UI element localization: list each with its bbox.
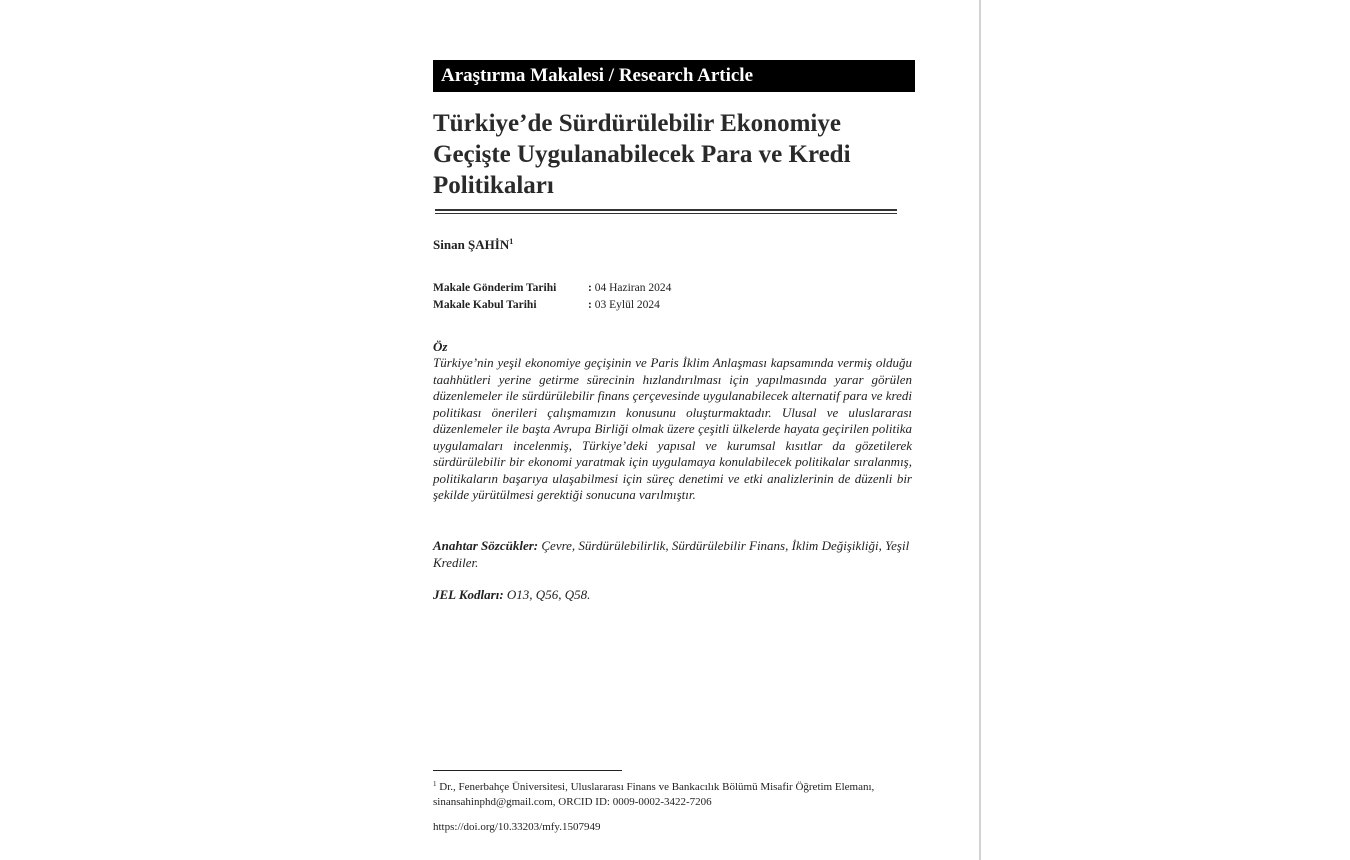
acceptance-date-row [433, 297, 671, 314]
article-type-banner: Araştırma Makalesi / Research Article [433, 60, 915, 92]
keywords-text: Çevre, Sürdürülebilirlik, Sürdürülebilir Finans, İklim Değişikliği, Yeşil Krediler. [433, 538, 910, 570]
jel-label: JEL Kodları: [433, 587, 504, 602]
abstract-body: Türkiye’nin yeşil ekonomiye geçişinin ve Paris İklim Anlaşması kapsamında vermiş olduğu taahhütleri yerine getirme sürecinin hızlandırılması için yapılmasında yarar görülen düzenlemeler ile sürdürülebilir finans çerçevesinde uygulanabilecek alternatif para ve kredi politikası önerileri çalışmamızın konusunu oluşturmaktadır. Ulusal ve uluslararası düzenlemeler ile başta Avrupa Birliği olmak üzere çeşitli ülkelerde hayata geçirilen politika uygulamaları incelenmiş, Türkiye’deki yapısal ve kurumsal kısıtlar da gözetilerek sürdürülebilir bir ekonomi yaratmak için uygulamaya konulabilecek politikalar sıralanmış, politikaların başarıya ulaşabilmesi için süreç denetimi ve etki analizlerinin de düzenli bir şekilde yürütülmesi gerektiği sonucuna varılmıştır. [433, 355, 912, 502]
keywords-label: Anahtar Sözcükler: [433, 538, 539, 553]
abstract-heading: Öz [433, 339, 448, 354]
author-name: Sinan ŞAHİN [433, 237, 510, 252]
submission-date-value: 04 Haziran 2024 [594, 282, 672, 294]
footnote [433, 777, 913, 810]
footnote-text: Dr., Fenerbahçe Üniversitesi, Uluslararası Finans ve Bankacılık Bölümü Misafir Öğretim Elemanı, sinansahinphd@gmail.com, ORCID ID: 0009-0002-3422-7206 [433, 781, 875, 808]
acceptance-date-separator: : [588, 299, 592, 311]
author-footnote-mark: 1 [509, 237, 514, 246]
page-edge [979, 0, 981, 860]
keywords [433, 538, 912, 571]
title-rule-thin [435, 213, 897, 214]
submission-date-row [433, 280, 671, 297]
doi-link[interactable]: https://doi.org/10.33203/mfy.1507949 [433, 821, 601, 833]
article-dates [433, 280, 671, 314]
jel-codes [433, 587, 590, 604]
footnote-mark: 1 [433, 780, 437, 788]
acceptance-date-label: Makale Kabul Tarihi [433, 299, 537, 311]
footnote-separator [433, 770, 622, 771]
acceptance-date-value: 03 Eylül 2024 [594, 299, 660, 311]
title-rule-thick [435, 209, 897, 211]
submission-date-label: Makale Gönderim Tarihi [433, 282, 557, 294]
article-title: Türkiye’de Sürdürülebilir Ekonomiye Geçişte Uygulanabilecek Para ve Kredi Politikaları [433, 110, 851, 199]
jel-text: O13, Q56, Q58. [506, 587, 591, 602]
submission-date-separator: : [588, 282, 592, 294]
author [433, 234, 513, 253]
